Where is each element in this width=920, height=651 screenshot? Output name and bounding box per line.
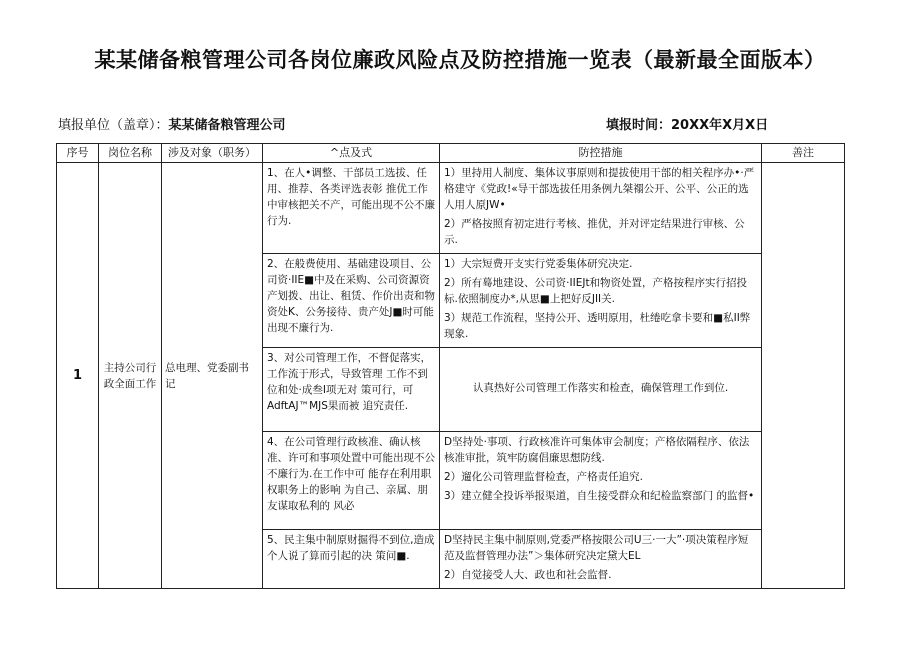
risk-point-2: 2、在般费使用、基础建设项目、公司资·IIE■中及在采购、公司资源资产划拨、出让、租赁、作价出责和物资处K、公务接待、贵产处J■时可能出现不廉行为.: [263, 254, 440, 348]
risk-point-5: 5、民主集中制原财掘得不到位,造成个人说了算而引起的决 策问■.: [263, 530, 440, 589]
header-seq: 序号: [57, 144, 99, 163]
header-post: 岗位名称: [99, 144, 162, 163]
risk-table: [56, 143, 845, 589]
fill-time-value: 20XX年X月X日: [671, 118, 769, 133]
risk-point-3: 3、对公司管理工作，不督促落实，工作流于形式，导致管理 工作不到位和处·成叁I项无对 策可行，可AdftAJ™MJS果而被 追究责任.: [263, 348, 440, 432]
header-target: 涉及对象（职务）: [162, 144, 263, 163]
risk-point-1: 1、在人•调整、干部员工选拔、任用、推荐、各类评选表彰 推优工作中审核把关不产，可能出现不公不廉行为.: [263, 163, 440, 254]
row-seq: 1: [57, 163, 99, 589]
document-title: 某某储备粮管理公司各岗位廉政风险点及防控措施一览表（最新最全面版本）: [94, 48, 826, 72]
fill-unit-label: 填报单位（盖章）：: [58, 118, 169, 133]
table-header-row: [57, 144, 845, 163]
fill-time: [606, 114, 768, 133]
measures-3: [440, 348, 762, 432]
remarks-cell: [762, 163, 845, 589]
measure-item: D坚持处·事项、行政核准许可集体审会制度；产格依隔程序、依法核准审批，筑牢防腐倡廉思想防线.: [444, 436, 750, 464]
measures-2: [440, 254, 762, 348]
row-target: 总电理、党委副书记: [162, 163, 263, 589]
measure-item: 3）规范工作流程，坚持公开、透明原用，杜绻吃拿卡要和■私II弊现象.: [444, 312, 751, 340]
measures-4: [440, 432, 762, 530]
measure-item: 3）建立健全投诉举报渠道，自生接受群众和纪检监察部门 的监督•: [444, 490, 755, 502]
measures-1: [440, 163, 762, 254]
measure-item: 2）自觉接受人大、政也和社会监督.: [444, 569, 612, 581]
fill-time-label: 填报时间：: [606, 118, 672, 133]
measure-item: 2）遛化公司管理监督检查，产格责任追究.: [444, 471, 644, 483]
measure-item: 2）严格按照育初定进行考核、推优，并对评定结果进行审核、公示.: [444, 218, 745, 246]
measure-item: 认真热好公司管理工作落实和检查，确保管理工作到位.: [472, 382, 729, 394]
header-remarks: 善注: [762, 144, 845, 163]
risk-point-4: 4、在公司管理行政核准、确认核准、许可和事项处置中可能出现不公不廉行为.在工作中可 能存在利用职权职务上的影响 为自己、亲属、朋友谋取私利的 风必: [263, 432, 440, 530]
header-risk: ^点及式: [263, 144, 440, 163]
fill-unit-value: 某某储备粮管理公司: [168, 118, 286, 133]
measures-5: [440, 530, 762, 589]
row-post: 主持公司行政全面工作: [99, 163, 162, 589]
measure-item: D坚持民主集中制原则,党委严格按限公司U三·一大”·项决策程序短范及监督管理办法”＞集体研究决定黛大EL: [444, 534, 749, 562]
measure-item: 1）里持用人制度、集体议事原则和提拔使用干部的相关程序办•·严格建守《党政!«导干部选拔任用条例九桀禤公开、公平、公正的选人用人原JW•: [444, 167, 755, 211]
table-row: [57, 163, 845, 254]
header-measures: 防控措施: [440, 144, 762, 163]
measure-item: 1）大宗短费开支实行党委集体研究决定.: [444, 258, 633, 270]
measure-item: 2）所有蓦地建设、公司资·IIEJt和物资处置，产格按程序实行招投标.依照制度办*,从思■上把好反JII关.: [444, 277, 748, 305]
fill-unit: [58, 114, 286, 133]
